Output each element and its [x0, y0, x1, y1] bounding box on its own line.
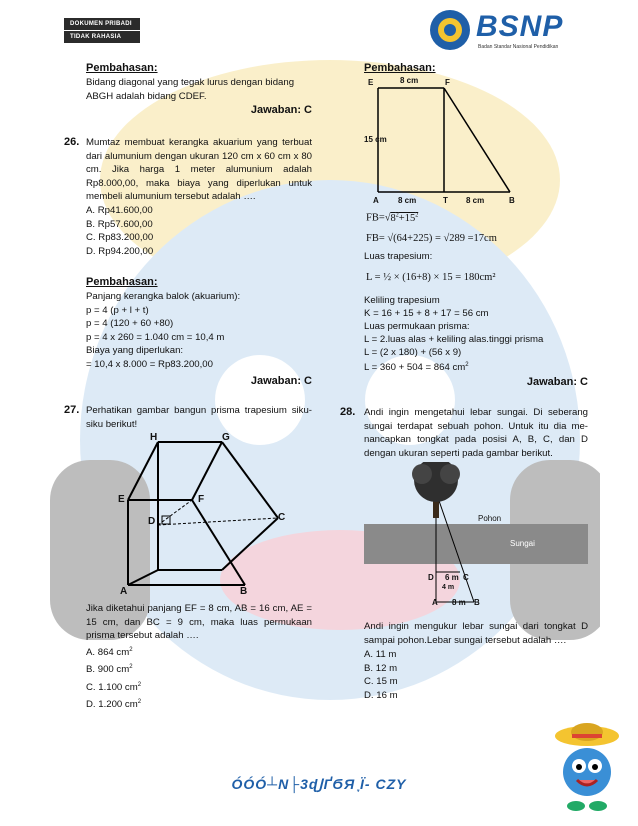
label-D: D	[148, 516, 156, 527]
sol-26-line-6: = 10,4 x 8.000 = Rp83.200,00	[86, 358, 213, 370]
stamp-line-1: DOKUMEN PRIBADI	[64, 18, 140, 31]
river-label-B: B	[474, 598, 480, 607]
option-26-a[interactable]: A. Rp41.600,00	[86, 205, 153, 216]
question-26-number: 26.	[64, 136, 80, 148]
logo-subtitle: Badan Standar Nasional Pendidikan	[478, 44, 559, 50]
luas-trapesium-title: Luas trapesium:	[364, 251, 433, 262]
pembahasan-26-solution	[86, 290, 240, 372]
sol-26-line-3: p = 4 (120 + 60 +80)	[86, 318, 174, 330]
lp-line-1: L = 2.luas alas + keliling alas.tinggi prisma	[364, 334, 544, 345]
trapezoid-figure	[376, 82, 516, 202]
fig-top: 8 cm	[400, 76, 419, 85]
stamp-line-2: TIDAK RAHASIA	[64, 31, 140, 43]
mascot-icon	[552, 722, 622, 812]
river-label-A: A	[432, 598, 438, 607]
option-26-c[interactable]: C. Rp83.200,00	[86, 232, 154, 244]
sol-26-line-2: p = 4 (p + l + t)	[86, 304, 149, 316]
fig-E: E	[368, 78, 374, 87]
emblem-icon	[428, 8, 472, 52]
label-A: A	[120, 586, 128, 597]
river-figure	[364, 462, 588, 612]
river-label-C: C	[463, 573, 469, 582]
right-pembahasan-title: Pembahasan:	[364, 62, 436, 74]
left-pembahasan-title: Pembahasan:	[86, 62, 158, 74]
option-27-b[interactable]: B. 900 $cm^2$	[86, 664, 133, 676]
keliling-title: Keliling trapesium	[364, 295, 440, 306]
footer-text: ÓÓÓ┴N├3ɖͿҐϬЯ ̞Ϊ- ϹΖY	[231, 776, 407, 792]
fb-formula-2: FB= √(64+225) = √289 =17cm	[366, 233, 497, 244]
option-26-b[interactable]: B. Rp57.600,00	[86, 218, 153, 230]
fig-T: T	[443, 196, 448, 205]
answer-27: Jawaban: C	[526, 376, 588, 388]
fig-bottom1: 8 cm	[398, 196, 417, 205]
option-27-c[interactable]: C. 1.100 $cm^2$	[86, 681, 142, 693]
question-28-body: Andi ingin mengukur lebar sungai dari tongkat D sampai pohon.Lebar sungai tersebut adalah ….	[364, 621, 588, 646]
lp-line-3: L = 360 + 504 = 864 $cm^2$	[364, 362, 469, 374]
left-pembahasan-line1: Bidang diagonal yang tegak lurus dengan bidang	[86, 77, 295, 88]
logo-text: BSNP	[476, 10, 564, 43]
river-label-D: D	[428, 573, 434, 582]
river-label-eight: 8 m	[452, 598, 466, 607]
luas-trapesium-formula: L = ½ × (16+8) × 15 = 180cm²	[366, 272, 496, 283]
option-28-d[interactable]: D. 16 m	[364, 689, 398, 701]
sol-26-line-4: p = 4 x 260 = 1.040 cm = 10,4 m	[86, 331, 225, 343]
question-28-text: Andi ingin mengetahui lebar sungai. Di seberang sungai terdapat sebuah pohon. Untuk itu dia me-nancapkan tongkat pada posisi A, B, C, dan D dengan ukuran seperti pada gambar berikut.	[364, 407, 588, 459]
answer-25: Jawaban: C	[250, 104, 312, 116]
question-27-options	[86, 643, 141, 713]
question-28-options	[364, 648, 398, 702]
label-H: H	[150, 432, 158, 443]
fb-formula-1: $FB=√8^2+15^2$	[366, 212, 419, 224]
river-label-six: 6 m	[445, 573, 459, 582]
option-28-a[interactable]: A. 11 m	[364, 649, 397, 660]
lp-line-2: L = (2 x 180) + (56 x 9)	[364, 347, 462, 358]
label-C: C	[278, 512, 286, 523]
label-F: F	[198, 494, 205, 505]
river-label-sungai: Sungai	[510, 539, 535, 548]
label-B: B	[240, 586, 248, 597]
option-27-a[interactable]: A. 864 $cm^2$	[86, 647, 133, 659]
fig-F: F	[445, 78, 450, 87]
option-28-c[interactable]: C. 15 m	[364, 676, 398, 688]
question-27-text: Perhatikan gambar bangun prisma trapesium siku-siku berikut!	[86, 405, 312, 430]
question-28-number: 28.	[340, 406, 356, 418]
doc-stamp	[64, 18, 140, 43]
bsnp-logo	[428, 8, 608, 56]
pembahasan-26-title: Pembahasan:	[86, 276, 158, 288]
question-26-text: Mumtaz membuat kerangka akuarium yang terbuat dari alumunium dengan ukuran 120 cm x 60 cm x 80 cm. Jika harga 1 meter alumunium adalah Rp8.000,00, maka biaya yang diperlukan untuk membeli alumunium tersebut adalah ….	[86, 137, 312, 203]
option-26-d[interactable]: D. Rp94.200,00	[86, 245, 154, 257]
label-G: G	[222, 432, 230, 443]
fig-B: B	[509, 196, 515, 205]
label-E: E	[118, 494, 125, 505]
question-26-options	[86, 204, 153, 258]
fig-bottom2: 8 cm	[466, 196, 485, 205]
answer-26: Jawaban: C	[250, 375, 312, 387]
fig-A: A	[373, 196, 379, 205]
sol-26-line-5: Biaya yang diperlukan:	[86, 345, 184, 357]
river-label-pohon: Pohon	[478, 514, 502, 523]
question-27-number: 27.	[64, 404, 80, 416]
question-27-body: Jika diketahui panjang EF = 8 cm, AB = 16 cm, AE = 15 cm, dan BC = 9 cm, maka luas permukaan prisma tersebut adalah ….	[86, 603, 312, 642]
river-label-four: 4 m	[442, 584, 455, 591]
left-pembahasan-line2: ABGH adalah bidang CDEF.	[86, 91, 207, 102]
fig-left: 15 cm	[364, 135, 387, 144]
option-27-d[interactable]: D. 1.200 $cm^2$	[86, 699, 142, 711]
prism-figure	[110, 430, 300, 600]
lp-title: Luas permukaan prisma:	[364, 321, 470, 332]
sol-26-line-1: Panjang kerangka balok (akuarium):	[86, 291, 241, 302]
option-28-b[interactable]: B. 12 m	[364, 662, 398, 674]
keliling-value: K = 16 + 15 + 8 + 17 = 56 cm	[364, 308, 489, 319]
